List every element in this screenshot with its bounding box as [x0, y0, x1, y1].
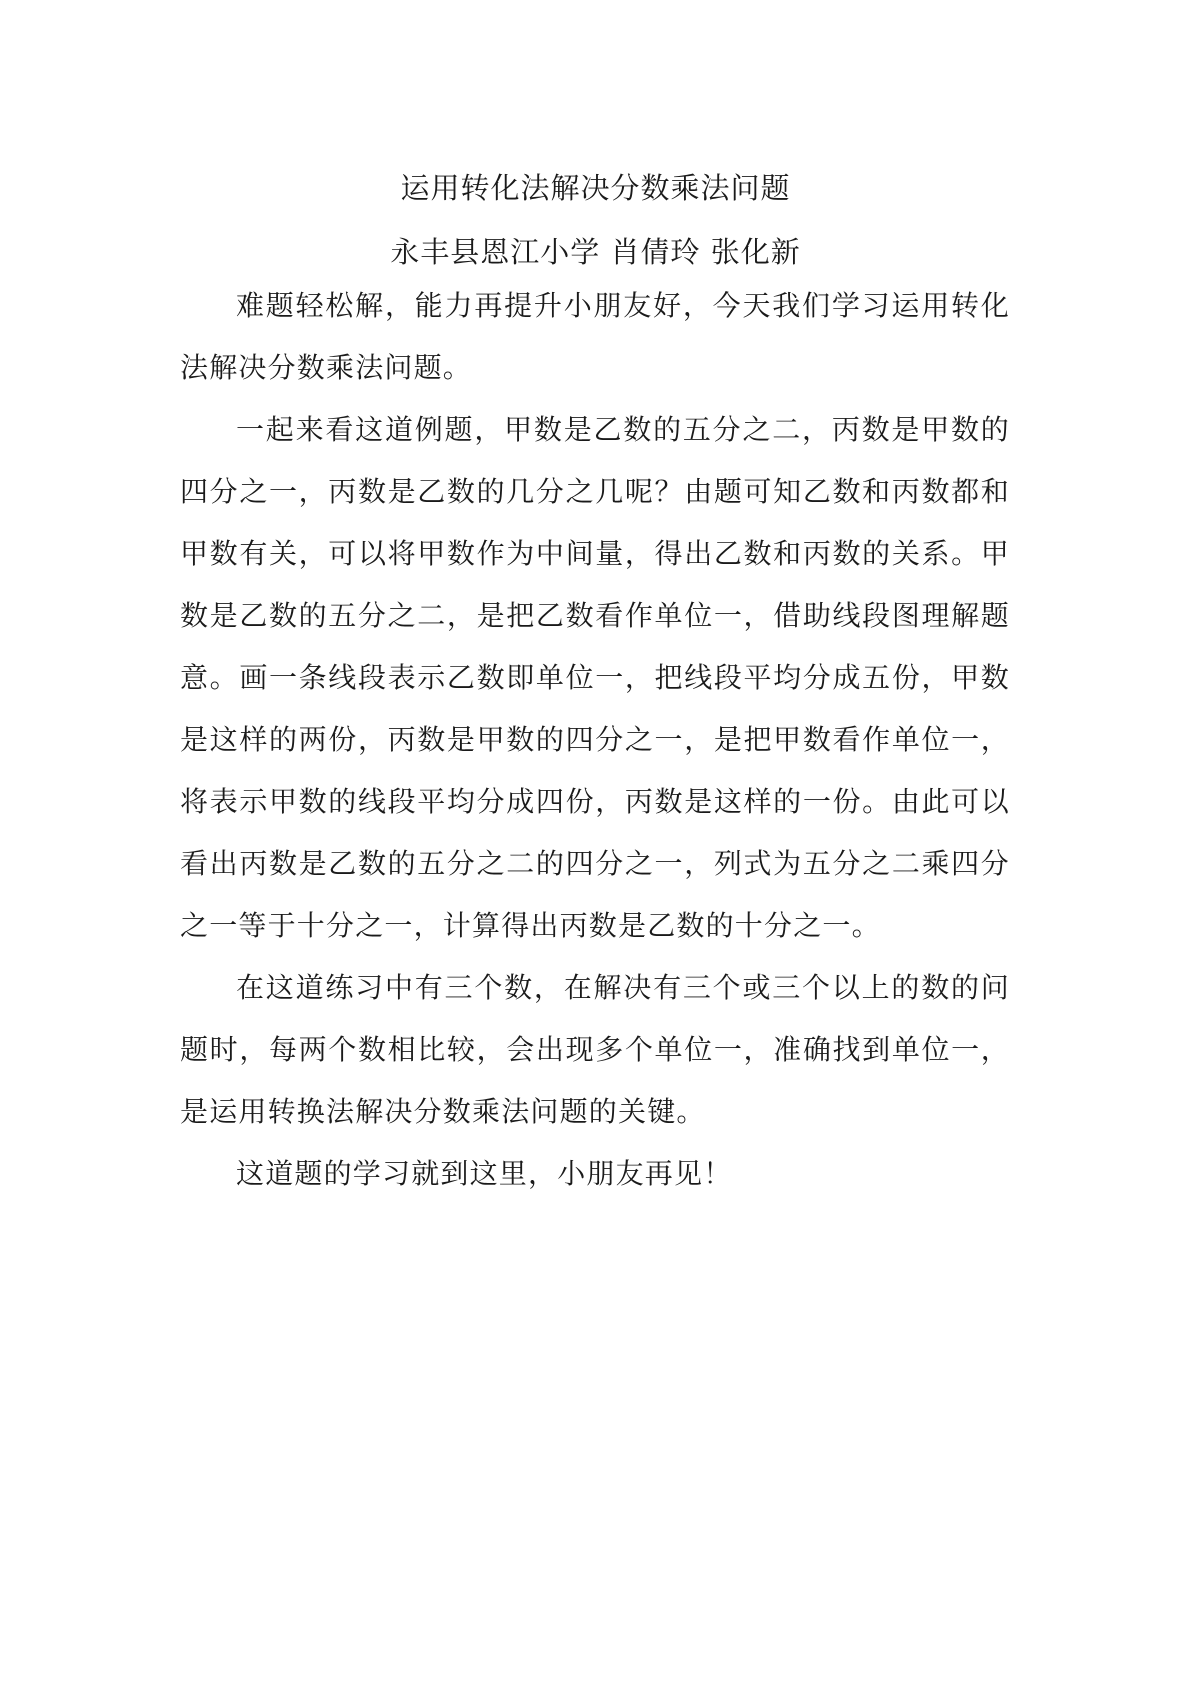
- document-title: 运用转化法解决分数乘法问题: [400, 171, 791, 205]
- document-body: [180, 275, 1010, 1205]
- paragraph-example: 一起来看这道例题，甲数是乙数的五分之二，丙数是甲数的四分之一，丙数是乙数的几分之几呢？由题可知乙数和丙数都和甲数有关，可以将甲数作为中间量，得出乙数和丙数的关系。甲数是乙数的五分之二，是把乙数看作单位一，借助线段图理解题意。画一条线段表示乙数即单位一，把线段平均分成五份，甲数是这样的两份，丙数是甲数的四分之一，是把甲数看作单位一，将表示甲数的线段平均分成四份，丙数是这样的一份。由此可以看出丙数是乙数的五分之二的四分之一，列式为五分之二乘四分之一等于十分之一，计算得出丙数是乙数的十分之一。: [180, 413, 1010, 942]
- paragraph-summary: 在这道练习中有三个数，在解决有三个或三个以上的数的问题时，每两个数相比较，会出现多个单位一，准确找到单位一，是运用转换法解决分数乘法问题的关键。: [180, 971, 1010, 1128]
- paragraph-closing: 这道题的学习就到这里，小朋友再见！: [236, 1157, 733, 1190]
- document-authors: 永丰县恩江小学 肖倩玲 张化新: [390, 235, 801, 269]
- paragraph-intro: 难题轻松解，能力再提升小朋友好，今天我们学习运用转化法解决分数乘法问题。: [180, 289, 1010, 384]
